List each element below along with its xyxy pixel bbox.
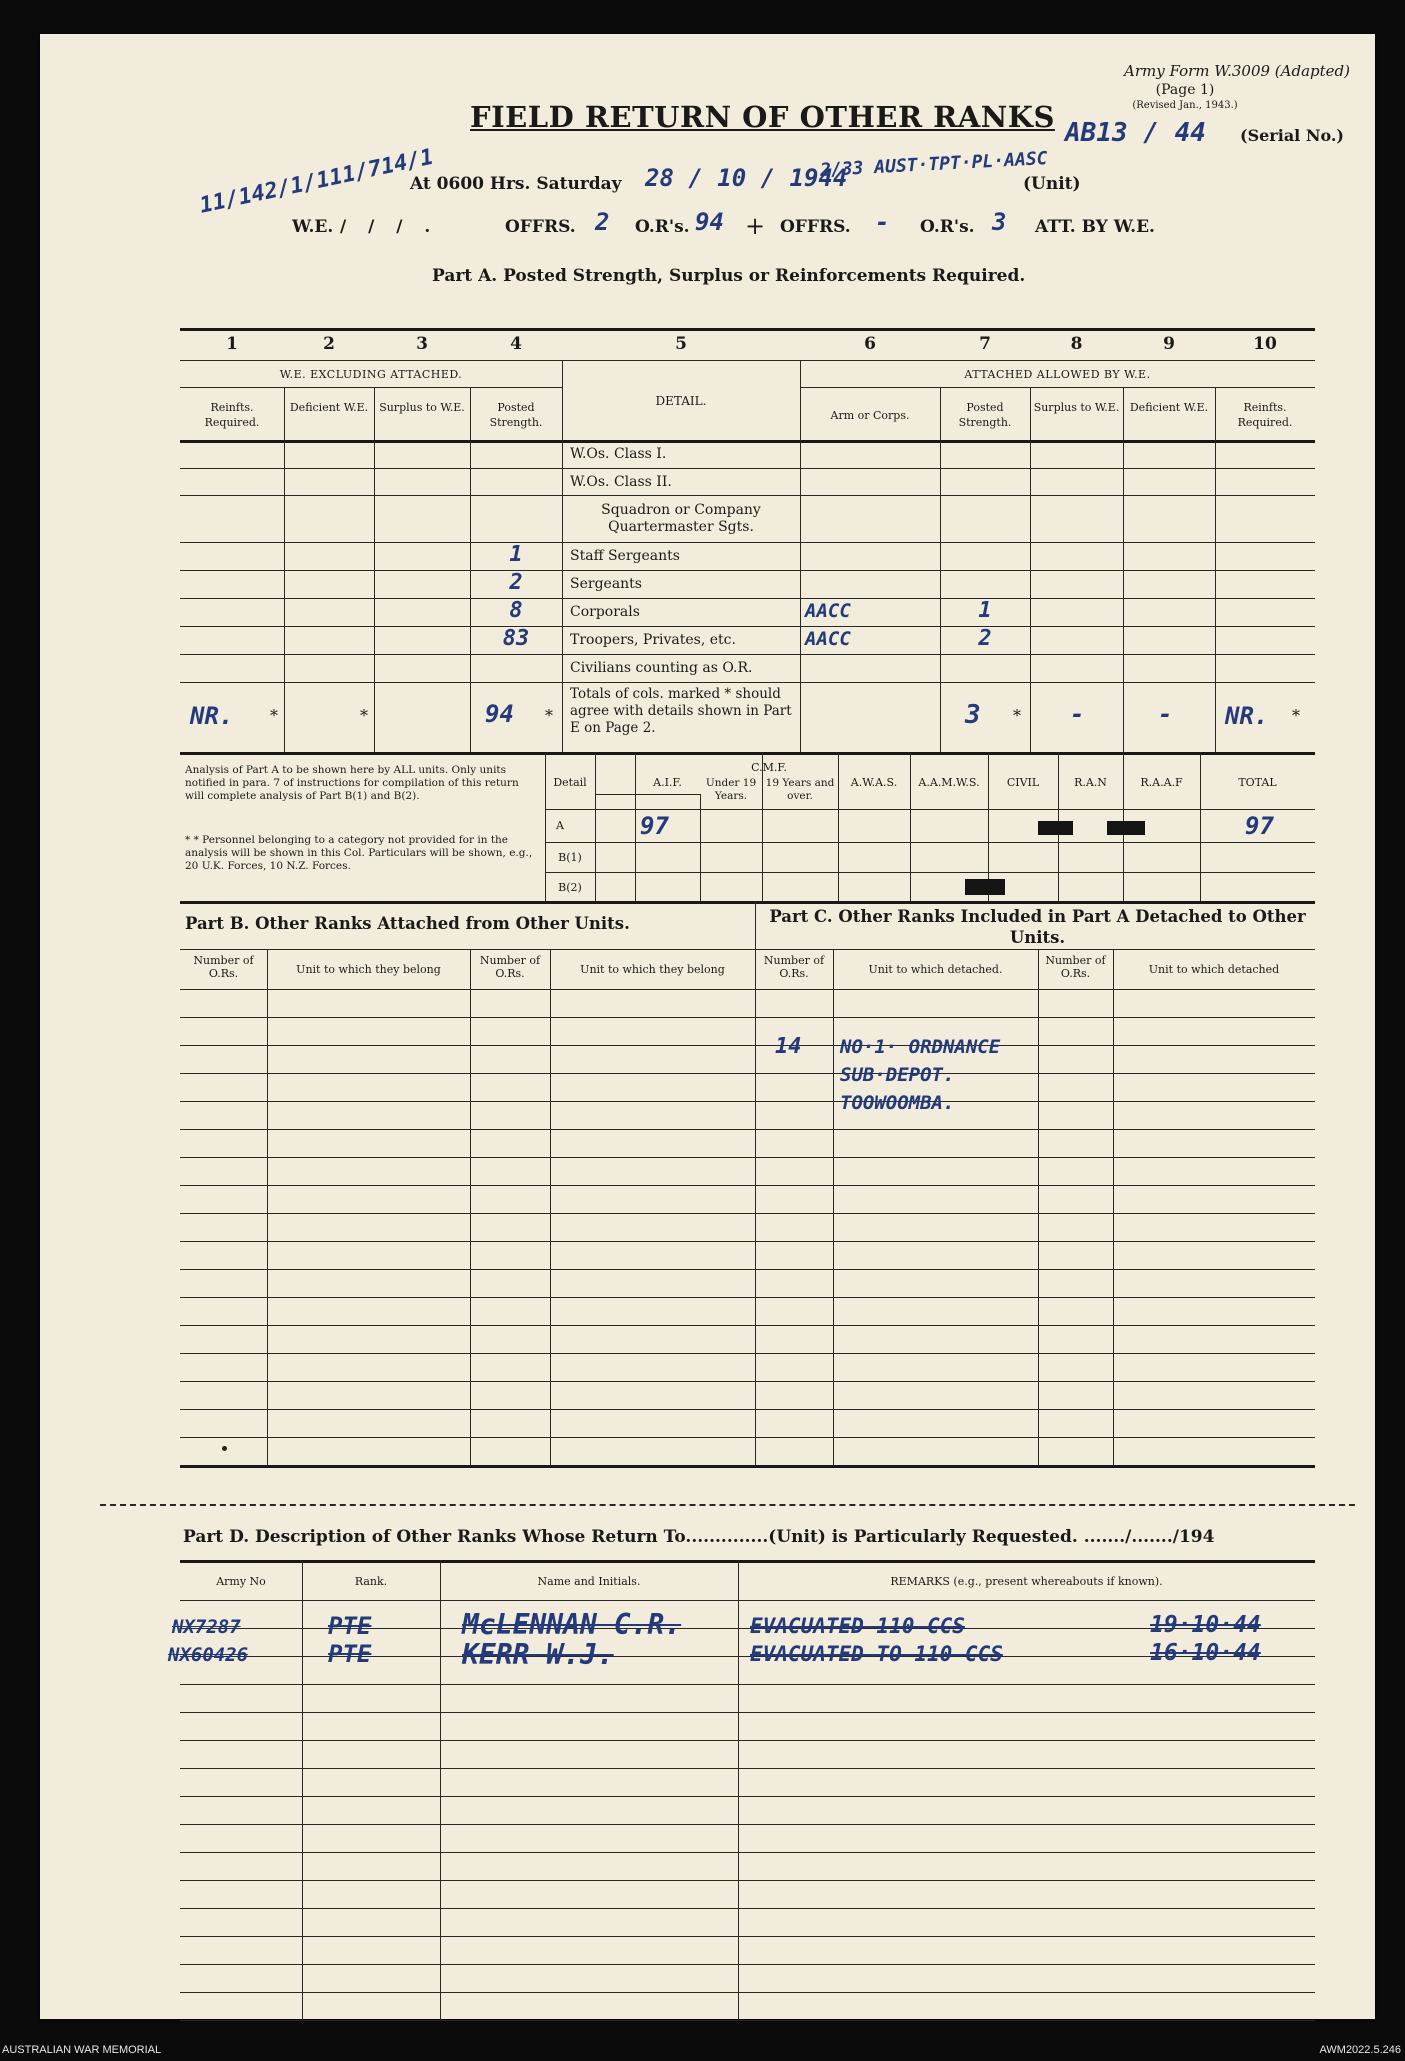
page-number: (Page 1)	[1155, 82, 1215, 98]
total-posted: 94	[485, 700, 514, 728]
part-d-row1-date: 19·10·44	[1150, 1612, 1261, 1638]
header-att-deficient: Deficient W.E.	[1129, 401, 1209, 414]
part-d-row1-army-no: NX7287	[172, 1616, 241, 1638]
ruled-line	[180, 1101, 1315, 1102]
part-d-row2-name: KERR W.J.	[462, 1638, 614, 1671]
part-d-header-rank: Rank.	[354, 1575, 388, 1588]
analysis-note: Analysis of Part A to be shown here by ALL units. Only units notified in para. 7 of instructions for compilation of this return will complete analysis of Part B(1) and B(2).	[185, 764, 519, 802]
detail-row-staff-sergeants: Staff Sergeants	[570, 548, 680, 564]
col-number-2: 2	[323, 334, 335, 354]
detail-row-wo2: W.Os. Class II.	[570, 474, 672, 490]
plus-sign: +	[745, 212, 766, 240]
part-c-header-unit-1: Unit to which detached.	[868, 963, 1003, 976]
ruled-line	[180, 1409, 1315, 1410]
ruled-line	[180, 1936, 1315, 1937]
part-b-header-unit-2: Unit to which they belong	[580, 963, 725, 976]
offrs-att-handwritten: -	[875, 208, 890, 236]
ruled-line	[180, 1768, 1315, 1769]
col-number-9: 9	[1163, 334, 1175, 354]
part-b-header-number-2: Number of O.Rs.	[479, 954, 541, 980]
redaction-civil	[965, 879, 1005, 895]
header-att-surplus: Surplus to W.E.	[1033, 401, 1120, 414]
analysis-header-under19: Under 19 Years.	[705, 777, 757, 802]
header-reinfts-required: Reinfts. Required.	[204, 401, 260, 429]
part-d-row2-army-no: NX60426	[168, 1644, 249, 1666]
analysis-row-b1: B(1)	[558, 851, 582, 864]
header-surplus-we: Surplus to W.E.	[379, 401, 465, 414]
analysis-header-cmf: C.M.F.	[751, 761, 787, 774]
analysis-total-a: 97	[1245, 812, 1274, 840]
col-number-4: 4	[510, 334, 522, 354]
col-number-10: 10	[1253, 334, 1277, 354]
group-header-right: ATTACHED ALLOWED BY W.E.	[964, 368, 1151, 381]
offrs-label: OFFRS.	[505, 217, 576, 237]
offrs-handwritten: 2	[595, 208, 610, 236]
analysis-header-aif: A.I.F.	[653, 776, 682, 789]
ruled-line	[180, 1964, 1315, 1965]
ruled-line	[180, 1129, 1315, 1130]
analysis-header-awas: A.W.A.S.	[850, 776, 898, 789]
ruled-line	[180, 1073, 1315, 1074]
form-page	[40, 34, 1375, 2019]
ors-att-label: O.R's.	[920, 217, 975, 237]
perforation-line	[100, 1504, 1355, 1506]
col-number-5: 5	[675, 334, 687, 354]
arm-corporals: AACC	[805, 600, 851, 622]
ruled-line	[180, 1297, 1315, 1298]
posted-corporals: 8	[509, 598, 523, 623]
offrs-att-label: OFFRS.	[780, 217, 851, 237]
footer-source: AUSTRALIAN WAR MEMORIAL	[2, 2044, 162, 2056]
part-d-row1-rank: PTE	[328, 1612, 372, 1640]
part-b-header-number-1: Number of O.Rs.	[193, 954, 254, 980]
ruled-line	[180, 1437, 1315, 1438]
part-d-header-name: Name and Initials.	[537, 1575, 641, 1588]
col-number-8: 8	[1070, 334, 1083, 354]
ruled-line	[180, 1880, 1315, 1881]
analysis-header-raaf: R.A.A.F	[1140, 776, 1183, 789]
ruled-line	[180, 1740, 1315, 1741]
serial-label: (Serial No.)	[1240, 126, 1344, 145]
total-att-surplus: -	[1070, 700, 1085, 728]
part-c-header-number-1: Number of O.Rs.	[763, 954, 825, 980]
part-d-row1-remarks: EVACUATED 110 CCS	[750, 1614, 965, 1638]
analysis-header-aamws: A.A.M.W.S.	[918, 776, 980, 789]
part-d-header-army-no: Army No	[216, 1575, 266, 1588]
ruled-line	[180, 1712, 1315, 1713]
analysis-row-a: A	[556, 819, 564, 832]
detail-row-civilians: Civilians counting as O.R.	[570, 660, 753, 676]
footer-accession: AWM2022.5.246	[1319, 2044, 1401, 2056]
detail-row-totals: Totals of cols. marked * should agree with details shown in Part E on Page 2.	[570, 686, 792, 736]
att-by-we-label: ATT. BY W.E.	[1035, 217, 1155, 237]
unit-handwritten: 2/33 AUST·TPT·PL·AASC	[819, 148, 1048, 181]
ruled-line	[180, 1684, 1315, 1685]
part-d-heading: Part D. Description of Other Ranks Whose Return To..............(Unit) is Particularly Requested. ......./......./194	[183, 1527, 1215, 1547]
total-att-posted: 3	[965, 700, 981, 730]
ruled-line	[180, 1852, 1315, 1853]
serial-handwritten: AB13 / 44	[1065, 118, 1206, 148]
unit-label: (Unit)	[1023, 174, 1081, 194]
ruled-line	[180, 1241, 1315, 1242]
ruled-line	[180, 1381, 1315, 1382]
part-c-heading: Part C. Other Ranks Included in Part A Detached to Other Units.	[769, 907, 1306, 947]
part-d-header-remarks: REMARKS (e.g., present whereabouts if known).	[890, 1575, 1163, 1588]
col-number-3: 3	[416, 334, 428, 354]
detail-row-wo1: W.Os. Class I.	[570, 446, 667, 462]
ruled-line	[180, 1908, 1315, 1909]
ors-label: O.R's.	[635, 217, 690, 237]
part-a-heading: Part A. Posted Strength, Surplus or Reinforcements Required.	[432, 266, 1026, 286]
ruled-line	[180, 1185, 1315, 1186]
stray-mark	[222, 1446, 227, 1451]
total-att-deficient: -	[1158, 700, 1173, 728]
detail-row-corporals: Corporals	[570, 604, 640, 620]
form-title: FIELD RETURN OF OTHER RANKS	[470, 100, 1055, 134]
ruled-line	[180, 1353, 1315, 1354]
ruled-line	[180, 1796, 1315, 1797]
total-surplus-star: *	[360, 706, 368, 725]
ors-att-handwritten: 3	[992, 208, 1007, 236]
ruled-line	[180, 1824, 1315, 1825]
part-c-unit-line-2: SUB·DEPOT.	[840, 1064, 955, 1086]
col-number-7: 7	[979, 334, 991, 354]
ruled-line	[180, 1157, 1315, 1158]
total-att-posted-star: *	[1013, 706, 1021, 725]
part-c-unit-line-1: NO·1· ORDNANCE	[840, 1036, 1001, 1058]
part-c-header-number-2: Number of O.Rs.	[1045, 954, 1106, 980]
part-d-row1-name: McLENNAN C.R.	[462, 1608, 682, 1641]
analysis-header-total: TOTAL	[1238, 776, 1277, 789]
posted-staff-sergeants: 1	[509, 542, 523, 567]
analysis-header-over19: 19 Years and over.	[765, 777, 835, 802]
ruled-line	[180, 1269, 1315, 1270]
group-header-left: W.E. EXCLUDING ATTACHED.	[279, 368, 463, 381]
analysis-aif-a: 97	[640, 812, 669, 840]
margin-handwritten: 11/142/1/111/714/1	[197, 144, 436, 219]
at-hours-label: At 0600 Hrs. Saturday	[410, 174, 622, 194]
att-posted-privates: 2	[978, 626, 992, 651]
analysis-header-detail: Detail	[553, 776, 587, 789]
we-label: W.E.	[292, 217, 334, 237]
redaction-ran	[1038, 821, 1073, 835]
form-number: Army Form W.3009 (Adapted)	[1124, 62, 1350, 80]
part-c-header-unit-2: Unit to which detached	[1148, 963, 1280, 976]
col-number-1: 1	[226, 334, 238, 354]
header-att-posted: Posted Strength.	[958, 401, 1012, 429]
ors-handwritten: 94	[695, 208, 724, 236]
part-b-header-unit-1: Unit to which they belong	[296, 963, 441, 976]
redaction-raaf	[1107, 821, 1145, 835]
header-att-reinfts: Reinfts. Required.	[1237, 401, 1293, 429]
ruled-line	[180, 1017, 1315, 1018]
posted-sergeants: 2	[509, 570, 523, 595]
total-att-reinfts-star: *	[1292, 706, 1300, 725]
analysis-row-b2: B(2)	[558, 881, 582, 894]
we-separators: / / / .	[340, 217, 431, 237]
ruled-line	[180, 1325, 1315, 1326]
part-d-row2-rank: PTE	[328, 1640, 372, 1668]
ruled-line	[180, 1213, 1315, 1214]
detail-row-sergeants: Sergeants	[570, 576, 642, 592]
part-c-number: 14	[775, 1034, 802, 1059]
header-arm-corps: Arm or Corps.	[830, 409, 910, 422]
detail-header: DETAIL.	[655, 394, 707, 408]
ruled-line	[180, 2020, 1315, 2021]
header-posted-strength: Posted Strength.	[489, 401, 543, 429]
detail-row-cqms: Squadron or Company Quartermaster Sgts.	[601, 502, 761, 535]
total-reinfts: NR.	[190, 702, 234, 730]
posted-privates: 83	[502, 626, 530, 651]
col-number-6: 6	[864, 334, 876, 354]
total-posted-star: *	[545, 706, 553, 725]
analysis-header-ran: R.A.N	[1074, 776, 1107, 789]
part-c-unit-line-3: TOOWOOMBA.	[840, 1092, 955, 1114]
part-d-row2-date: 16·10·44	[1150, 1640, 1261, 1666]
att-posted-corporals: 1	[978, 598, 992, 623]
total-att-reinfts: NR.	[1225, 702, 1269, 730]
header-deficient-we: Deficient W.E.	[289, 401, 369, 414]
analysis-header-civil: CIVIL	[1006, 776, 1040, 789]
arm-privates: AACC	[805, 628, 851, 650]
analysis-note-other: * * Personnel belonging to a category not provided for in the analysis will be shown in this Col. Particulars will be shown, e.g., 20 U.K. Forces, 10 N.Z. Forces.	[185, 834, 533, 872]
ruled-line	[180, 1045, 1315, 1046]
total-reinfts-star: *	[270, 706, 278, 725]
date-handwritten: 28 / 10 / 1944	[645, 164, 848, 192]
ruled-line	[180, 1992, 1315, 1993]
detail-row-privates: Troopers, Privates, etc.	[570, 632, 736, 648]
revised-date: (Revised Jan., 1943.)	[1132, 100, 1238, 111]
part-d-row2-remarks: EVACUATED TO 110 CCS	[750, 1642, 1003, 1666]
part-b-heading: Part B. Other Ranks Attached from Other Units.	[185, 914, 630, 933]
